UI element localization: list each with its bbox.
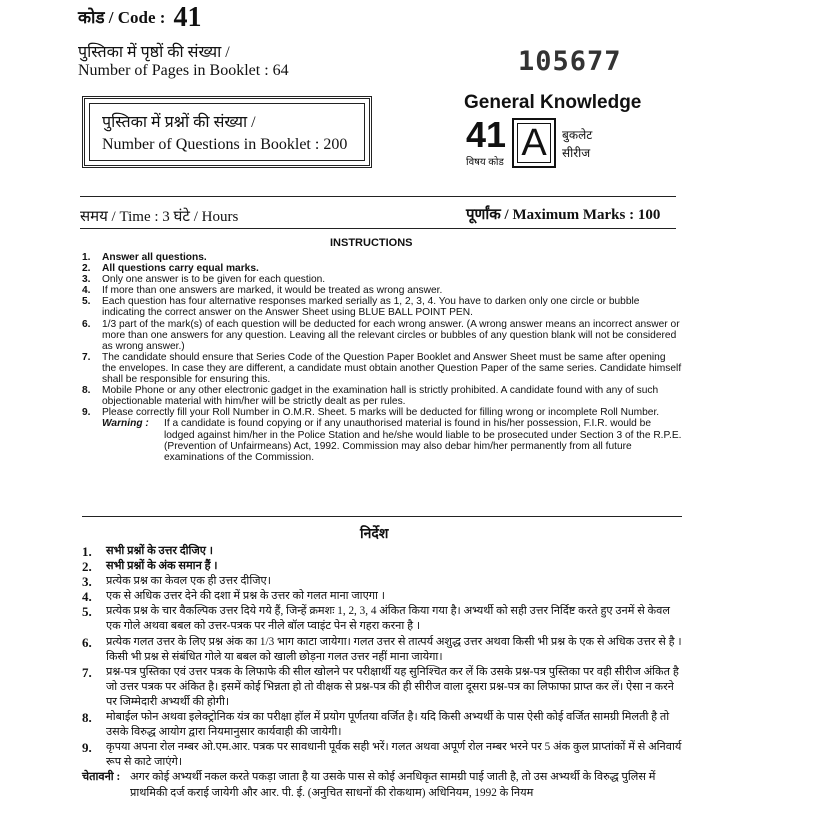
instruction-item <box>82 352 682 385</box>
hindi-instruction-item <box>82 740 682 770</box>
divider <box>82 516 682 517</box>
instruction-num: 4. <box>82 285 91 297</box>
instructions-list <box>82 252 682 463</box>
hindi-instruction-text: एक से अधिक उत्तर देने की दशा में प्रश्न के उत्तर को गलत माना जाएगा । <box>106 590 385 603</box>
instruction-item <box>82 263 682 274</box>
instruction-num: 7. <box>82 351 91 363</box>
subject-code: 41 <box>466 114 507 155</box>
instruction-num: 5. <box>82 296 91 308</box>
instruction-num: 9. <box>82 407 91 419</box>
hindi-instruction-item <box>82 544 682 559</box>
instruction-text: If more than one answers are marked, it would be treated as wrong answer. <box>102 285 443 297</box>
hindi-instruction-num: 2. <box>82 559 92 575</box>
instruction-text: Mobile Phone or any other electronic gadget in the examination hall is strictly prohibited. A candidate found with any of such objectionable material with him/her will be strictly dealt as per rules. <box>102 385 659 408</box>
booklet-series-label <box>562 126 592 162</box>
instruction-text: Answer all questions. <box>102 252 207 263</box>
maximum-marks: पूर्णांक / Maximum Marks : 100 <box>466 207 661 223</box>
series-box <box>512 118 556 168</box>
hindi-warning-text: अगर कोई अभ्यर्थी नकल करते पकड़ा जाता है या उसके पास से कोई अनधिकृत सामग्री पाई जाती है, तो उस अभ्यर्थी के विरुद्ध पुलिस में प्राथमिकी दर्ज कराई जायेगी और आर. पी. ई. (अनुचित साधनों की रोकथाम) अधिनियम, 1992 के नियम <box>130 771 656 799</box>
instruction-num: 3. <box>82 274 91 286</box>
instruction-item <box>82 274 682 285</box>
hindi-instruction-item <box>82 559 682 574</box>
exam-time: समय / Time : 3 घंटे / Hours <box>80 209 239 225</box>
hindi-instruction-item <box>82 589 682 604</box>
divider <box>80 228 676 229</box>
instruction-text: 1/3 part of the mark(s) of each question will be deducted for each wrong answer. (A wrong answer means an incorrect answer or more than one answers for any question. Leaving all the relevant circles or bubbles of any question blank will not be considered as wrong answer.) <box>102 318 680 352</box>
instruction-item <box>82 385 682 407</box>
hindi-instructions-title: निर्देश <box>360 527 389 542</box>
hindi-instruction-num: 6. <box>82 634 92 650</box>
hindi-instruction-text: कृपया अपना रोल नम्बर ओ.एम.आर. पत्रक पर सावधानी पूर्वक सही भरें। गलत अथवा अपूर्ण रोल नम्बर भरने पर 5 अंक कुल प्राप्तांकों में से अनिवार्य रूप से काटे जाएंगे। <box>106 741 682 769</box>
subject-title: General Knowledge <box>464 92 642 113</box>
instruction-num: 8. <box>82 385 91 397</box>
booklet-code <box>78 2 201 34</box>
hindi-instruction-num: 4. <box>82 589 92 605</box>
hindi-instruction-num: 5. <box>82 604 92 620</box>
hindi-instruction-item <box>82 665 682 710</box>
instruction-num: 1. <box>82 252 91 263</box>
hindi-instruction-item <box>82 710 682 740</box>
questions-label-english: Number of Questions in Booklet : 200 <box>102 136 348 153</box>
subject-code-label: विषय कोड <box>466 157 504 168</box>
warning-label: Warning : <box>102 418 149 430</box>
pages-label-hindi: पुस्तिका में पृष्ठों की संख्या / <box>78 44 230 61</box>
hindi-instruction-num: 8. <box>82 710 92 726</box>
instruction-num: 2. <box>82 263 91 275</box>
series-letter: A <box>517 123 551 163</box>
hindi-instructions-list <box>82 544 682 801</box>
instruction-text: Please correctly fill your Roll Number in O.M.R. Sheet. 5 marks will be deducted for filling wrong or incomplete Roll Number. <box>102 407 660 419</box>
instruction-item <box>82 252 682 263</box>
hindi-instruction-text: प्रश्न-पत्र पुस्तिका एवं उत्तर पत्रक के लिफाफे की सील खोलने पर परीक्षार्थी यह सुनिश्चित कर लें कि उसके प्रश्न-पत्र पुस्तिका पर वही सीरीज अंकित है जो उत्तर पत्रक पर अंकित है। इसमें कोई भिन्नता हो तो वीक्षक से प्रश्न-पत्र की ही सीरीज वाला दूसरा प्रश्न-पत्र का लिफाफा प्राप्त कर लें। ऐसा न करने पर जिम्मेदारी अभ्यर्थी की होगी। <box>106 665 679 708</box>
warning-block <box>102 418 682 462</box>
instruction-text: Each question has four alternative responses marked serially as 1, 2, 3, 4. You have to darken only one circle or bubble indicating the correct answer on the Answer Sheet using BLUE BALL POINT PEN. <box>102 296 640 319</box>
warning-text: If a candidate is found copying or if any unauthorised material is found in his/her possession, F.I.R. would be lodged against him/her in the Police Station and he/she would liable to be prosecuted under Section 3 of the R.P.E. (Prevention of Unfairmeans) Act, 1992. Commission may also debar him/her permanently from all future examinations of the Commission. <box>164 418 682 463</box>
hindi-instruction-text: प्रत्येक प्रश्न का केवल एक ही उत्तर दीजिए। <box>106 575 271 588</box>
instruction-item <box>82 407 682 418</box>
hindi-instruction-text: प्रत्येक गलत उत्तर के लिए प्रश्न अंक का 1/3 भाग काटा जायेगा। गलत उत्तर से तात्पर्य अशुद्ध उत्तर अथवा किसी भी प्रश्न के एक से अधिक उत्तर से है । किसी भी प्रश्न से संबंधित गोले या बबल को खाली छोड़ना गलत उत्तर नहीं माना जायेगा। <box>106 635 682 663</box>
hindi-instruction-item <box>82 604 682 634</box>
pages-label-english: Number of Pages in Booklet : 64 <box>78 62 289 79</box>
hindi-instruction-text: सभी प्रश्नों के उत्तर दीजिए । <box>106 545 213 557</box>
hindi-instruction-item <box>82 574 682 589</box>
code-label: कोड / Code : <box>78 8 166 27</box>
hindi-instruction-num: 3. <box>82 574 92 590</box>
instruction-item <box>82 296 682 318</box>
hindi-instruction-text: मोबाईल फोन अथवा इलेक्ट्रोनिक यंत्र का परीक्षा हॉल में प्रयोग पूर्णतया वर्जित है। यदि किसी अभ्यर्थी के पास ऐसी कोई वर्जित सामग्री मिलती है तो उसके विरुद्ध आयोग द्वारा नियमानुसार कार्यवाही की जायेगी। <box>106 711 670 739</box>
hindi-instruction-text: प्रत्येक प्रश्न के चार वैकल्पिक उत्तर दिये गये हैं, जिन्हें क्रमशः 1, 2, 3, 4 अंकित किया गया है। अभ्यर्थी को सही उत्तर निर्दिष्ट करते हुए उनमें से केवल एक गोले अथवा बबल को उत्तर-पत्रक पर नीले बॉल प्वाइंट पेन से गहरा करना है । <box>106 605 670 633</box>
instruction-text: Only one answer is to be given for each question. <box>102 274 326 286</box>
hindi-instruction-num: 9. <box>82 740 92 756</box>
booklet-label-line1: बुकलेट <box>562 128 593 142</box>
booklet-label-line2: सीरीज <box>562 146 591 160</box>
hindi-instruction-num: 1. <box>82 544 92 559</box>
serial-number: 105677 <box>518 46 622 77</box>
hindi-warning-block <box>82 770 682 800</box>
instruction-item <box>82 285 682 296</box>
divider <box>80 196 676 197</box>
code-value: 41 <box>173 2 202 33</box>
hindi-instruction-item <box>82 635 682 665</box>
instructions-title: INSTRUCTIONS <box>330 237 413 249</box>
instruction-num: 6. <box>82 318 91 330</box>
hindi-warning-label: चेतावनी : <box>82 771 121 784</box>
questions-count-box <box>82 96 372 168</box>
instruction-text: The candidate should ensure that Series Code of the Question Paper Booklet and Answer Sheet must be same after opening the envelopes. In case they are different, a candidate must obtain another Question Paper of the same series. Candidate himself shall be responsible for ensuring this. <box>102 351 682 386</box>
questions-label-hindi: पुस्तिका में प्रश्नों की संख्या / <box>102 114 256 131</box>
hindi-instruction-text: सभी प्रश्नों के अंक समान हैं । <box>106 560 218 573</box>
instruction-text: All questions carry equal marks. <box>102 263 259 275</box>
hindi-instruction-num: 7. <box>82 664 92 680</box>
instruction-item <box>82 319 682 352</box>
